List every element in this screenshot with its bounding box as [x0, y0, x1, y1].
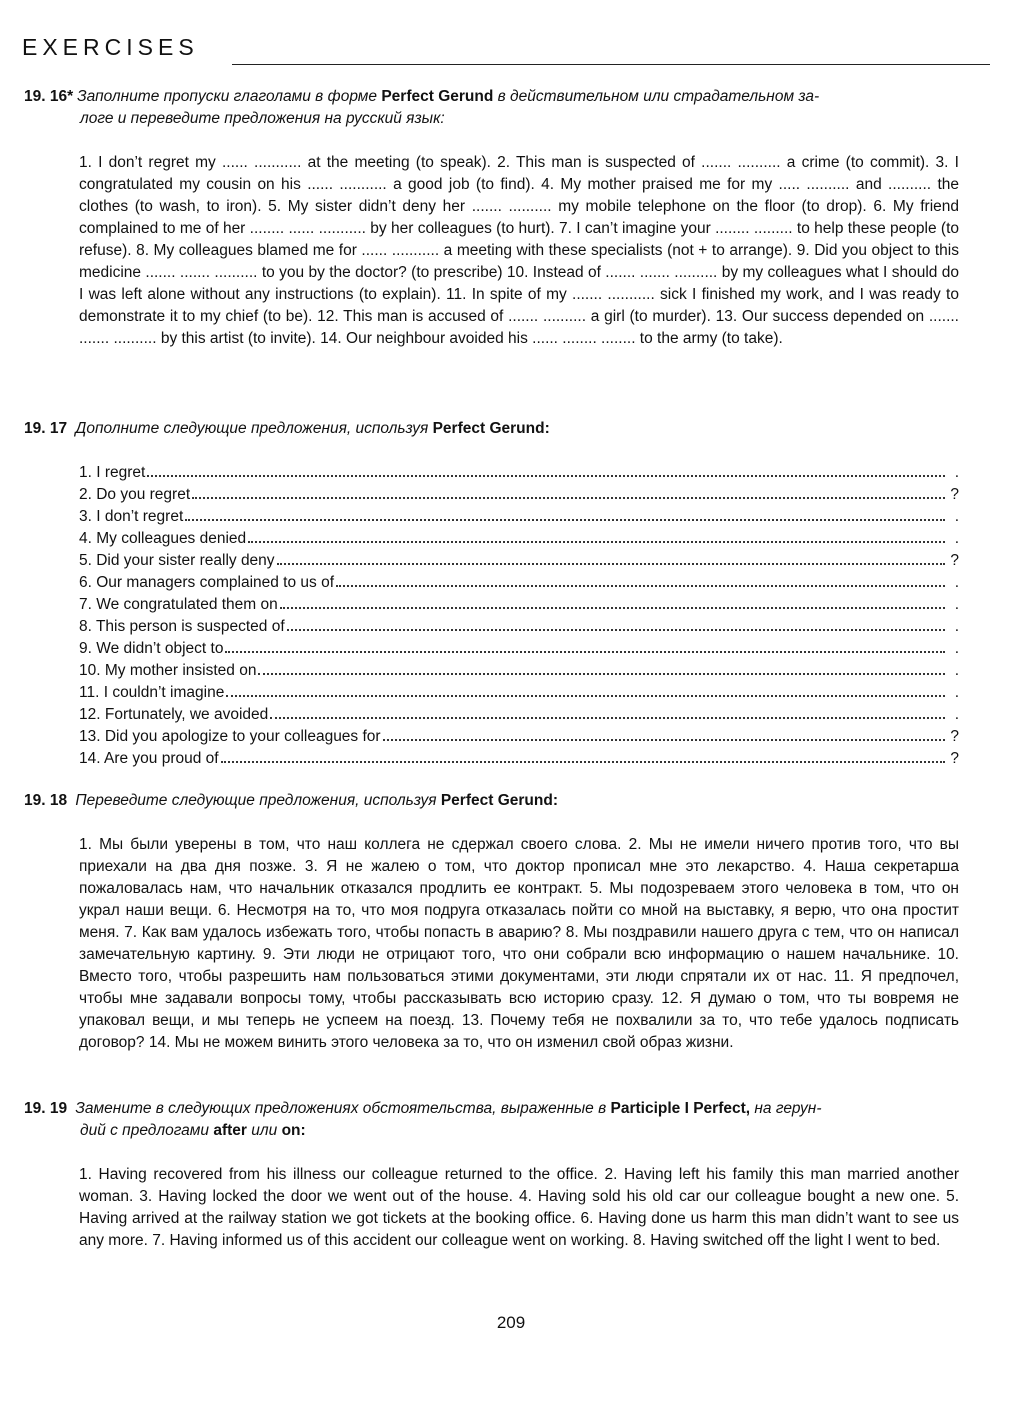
exercise-19-instruction-1: Замените в следующих предложениях обстоятельства, выраженные в	[75, 1100, 607, 1117]
exercise-16-instruction-3: логе и переведите предложения на русский язык:	[80, 110, 445, 127]
exercise-18-number: 19. 18	[24, 792, 68, 809]
list-item: 1. I regret .	[79, 464, 959, 481]
exercise-19-instruction-3: дий с предлогами	[80, 1122, 210, 1139]
list-item: 6. Our managers complained to us of .	[79, 574, 959, 591]
page-number: 209	[496, 1313, 526, 1332]
exercise-17-instruction: Дополните следующие предложения, используя	[75, 420, 429, 437]
exercise-16-term: Perfect Gerund	[381, 88, 494, 105]
list-item: 4. My colleagues denied .	[79, 530, 959, 547]
exercise-19-term-1: Participle I Perfect,	[610, 1100, 751, 1117]
list-item: 7. We congratulated them on .	[79, 596, 959, 613]
exercise-18-heading	[24, 790, 964, 812]
exercise-19-term-3: on:	[281, 1122, 306, 1139]
exercise-19-instruction-4: или	[251, 1122, 278, 1139]
exercise-18-text: 1. Мы были уверены в том, что наш коллега не сдержал своего слова. 2. Мы не имели ничего против того, что вы приехали на два дня позже. 3. Я не жалею о том, что доктор прописал мне это лекарство. 4. Наша секретарша пожаловалась нам, что начальник отказался продлить ее контракт. 5. Мы подозреваем этого человека в том, что он украл наши вещи. 6. Несмотря на то, что моя подруга отказалась пойти со мной на выставку, я верю, что она простит меня. 7. Как вам удалось избежать того, чтобы попасть в аварию? 8. Мы поздравили нашего друга с тем, что он написал замечательную картину. 9. Эти люди не отрицают того, что они собрали всю информацию о нашем начальнике. 10. Вместо того, чтобы разрешить нам пользоваться этими документами, эти люди спрятали их от нас. 11. Я предпочел, чтобы мне задавали вопросы тому, чтобы рассказывать всю историю сразу. 12. Я думаю о том, что ты вовремя не упаковал вещи, и мы теперь не успеем на поезд. 13. Почему тебя не похвалили за то, что тебе удалось подписать договор? 14. Мы не можем винить этого человека за то, что он изменил свой образ жизни.	[79, 836, 959, 1051]
section-title: EXERCISES	[22, 34, 199, 60]
page-header	[22, 30, 990, 70]
exercise-16-text: 1. I don’t regret my ...... ........... at the meeting (to speak). 2. This man is suspected of ....... .......... a crime (to commit). 3. I congratulated my cousin on his ...... ........... a good job (to find). 4. My mother praised me for my ..... .......... and .......... the clothes (to wash, to iron). 5. My sister didn’t deny her ....... .......... my mobile telephone on the floor (to drop). 6. My friend complained to me of her ........ ...... ........... by her colleagues (to hurt). 7. I can’t imagine your ........ ......... to help these people (to refuse). 8. My colleagues blamed me for ...... ........... a meeting with these specialists (not + to arrange). 9. Did you object to this medicine ....... ....... .......... to you by the doctor? (to prescribe) 10. Instead of ....... ....... .......... by my colleagues what I should do I was left alone without any instructions (to explain). 11. In spite of my ....... ........... sick I finished my work, and I was ready to demonstrate it to my chief (to be). 12. This man is accused of ....... .......... a girl (to murder). 13. Our success depended on ....... ....... .......... by this artist (to invite). 14. Our neighbour avoided his ...... ........ ........ to the army (to take).	[79, 154, 959, 347]
exercise-16-instruction-2: в действительном или страдательном за-	[497, 88, 820, 105]
list-item: 2. Do you regret ?	[79, 486, 959, 503]
exercise-17-term: Perfect Gerund:	[432, 420, 550, 437]
exercise-16-number: 19. 16*	[24, 88, 74, 105]
exercise-16-heading	[24, 86, 964, 130]
exercise-19-term-2: after	[213, 1122, 247, 1139]
exercise-19-text: 1. Having recovered from his illness our colleague returned to the office. 2. Having left his family this man married another woman. 3. Having locked the door we went out of the house. 4. Having sold his old car our colleague bought a new one. 5. Having arrived at the railway station we got tickets at the booking office. 6. Having done us harm this man didn’t want to see us any more. 7. Having informed us of this accident our colleague went on working. 8. Having switched off the light I went to bed.	[79, 1166, 959, 1249]
list-item: 9. We didn’t object to .	[79, 640, 959, 657]
list-item: 13. Did you apologize to your colleagues for ?	[79, 728, 959, 745]
list-item: 10. My mother insisted on .	[79, 662, 959, 679]
exercise-17-list	[79, 462, 959, 770]
header-rule	[232, 64, 990, 65]
exercise-19-number: 19. 19	[24, 1100, 68, 1117]
list-item: 14. Are you proud of ?	[79, 750, 959, 767]
exercise-18-term: Perfect Gerund:	[440, 792, 558, 809]
exercise-17-number: 19. 17	[24, 420, 68, 437]
list-item: 11. I couldn’t imagine .	[79, 684, 959, 701]
list-item: 8. This person is suspected of .	[79, 618, 959, 635]
list-item: 5. Did your sister really deny ?	[79, 552, 959, 569]
exercise-18-instruction: Переведите следующие предложения, используя	[75, 792, 437, 809]
exercise-19-instruction-2: на герун-	[754, 1100, 822, 1117]
exercise-19-heading	[24, 1098, 964, 1142]
list-item: 3. I don’t regret .	[79, 508, 959, 525]
list-item: 12. Fortunately, we avoided .	[79, 706, 959, 723]
exercise-16-instruction-1: Заполните пропуски глаголами в форме	[77, 88, 378, 105]
exercise-17-heading	[24, 418, 964, 440]
